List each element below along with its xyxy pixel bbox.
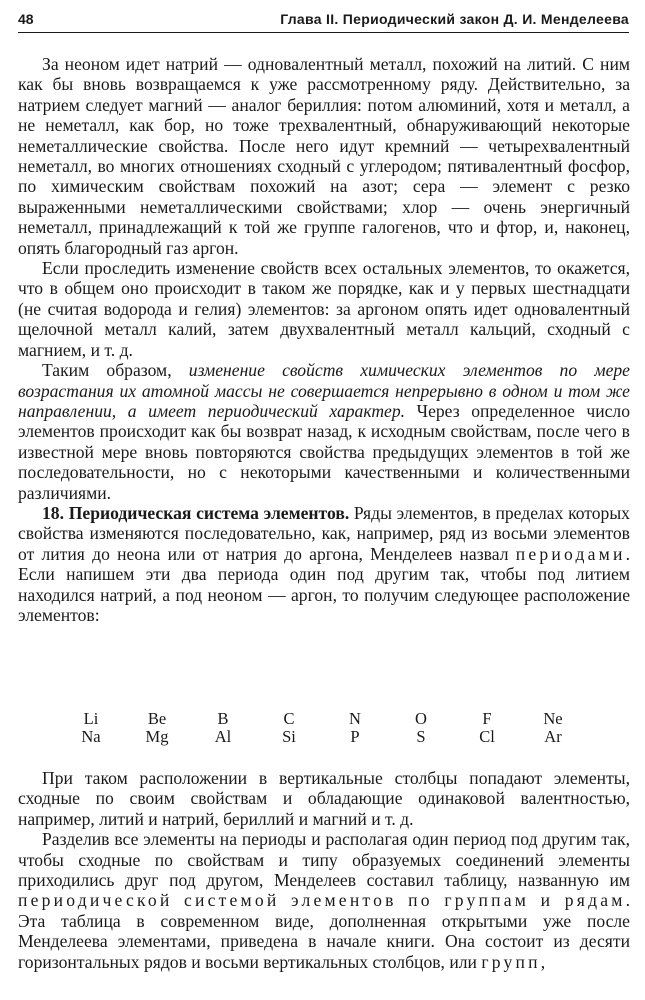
element-symbol: F [482, 709, 492, 728]
element-table [58, 710, 598, 746]
element-symbol: Be [147, 709, 167, 728]
paragraph-lead: Таким образом, [42, 360, 189, 381]
paragraph-vertical-columns: При таком расположении в вертикальные столбцы попадают элементы, сходные по своим свойствам и обладающие одинаковой валентностью, например, литий и натрий, бериллий и магний и т. д. [18, 768, 630, 829]
element-row-period-3 [58, 728, 598, 746]
body-text-upper [18, 54, 630, 625]
section-text-b: . Если напишем эти два периода один под другим так, чтобы под литием находился натрий, а под неоном — аргон, то получим следующее расположение элементов: [18, 543, 630, 625]
element-symbol: Ar [544, 727, 562, 746]
paragraph-continuation: Через определенное число элементов происходит как бы возврат назад, к исходным свойствам, после чего в известной мере вновь повторяются свойства предыдущих элементов в той же последовательности, но с некоторыми качественными и количественными различиями. [18, 400, 630, 503]
system-text-b: . Эта таблица в современном виде, дополненная открытыми уже после Менделеева элементами, приведена в начале книги. Она состоит из десяти горизонтальных рядов и восьми вертикальных столбцов, или [18, 890, 630, 972]
element-symbol: Na [81, 727, 101, 746]
paragraph-sodium: За неоном идет натрий — одновалентный металл, похожий на литий. С ним как бы вновь возвращаемся к уже рассмотренному ряду. Действительно, за натрием следует магний — аналог бериллия: потом алюминий, хотя и металл, а не неметалл, как бор, но тоже трехвалентный, обнаруживающий некоторые неметаллические свойства. После него идут кремний — четырехвалентный неметалл, во многих отношениях сходный с углеродом; пятивалентный фосфор, по химическим свойствам похожий на азот; сера — элемент с резко выраженными неметаллическими свойствами; хлор — очень энергичный неметалл, принадлежащий к той же группе галогенов, что и фтор, и, наконец, опять благородный газ аргон. [18, 54, 630, 258]
body-text-lower [18, 768, 630, 972]
term-periods: периодами [515, 543, 626, 564]
page-number: 48 [18, 11, 34, 27]
element-symbol: Ne [543, 709, 563, 728]
element-symbol: C [283, 709, 295, 728]
paragraph-periodic-system [18, 829, 630, 972]
paragraph-other-elements: Если проследить изменение свойств всех остальных элементов, то окажется, что в общем оно происходит в таком же порядке, как и у первых шестнадцати (не считая водорода и гелия) элементов: за аргоном опять идет одновалентный щелочной металл калий, затем двухвалентный металл кальций, сходный с магнием, и т. д. [18, 258, 630, 360]
paragraph-periodic-character [18, 360, 630, 503]
system-text-a: Разделив все элементы на периоды и располагая один период под другим так, чтобы сходные по свойствам и типу образуемых соединений элементы приходились друг под другом, Менделеев составил таблицу, названную им [18, 829, 630, 891]
periodic-law-italic: изменение свойств химических элементов по мере возрастания их атомной массы не совершается непрерывно в одном и том же направлении, а имеет периодический характер. [18, 360, 630, 421]
element-symbol: B [217, 709, 229, 728]
element-row-period-2 [58, 710, 598, 728]
element-symbol: O [415, 709, 427, 728]
page-header [18, 8, 629, 33]
element-symbol: N [349, 709, 361, 728]
element-symbol: Cl [479, 727, 495, 746]
term-periodic-system: периодической системой элементов по группам и рядам [18, 890, 626, 911]
element-symbol: S [416, 727, 426, 746]
element-symbol: Mg [145, 727, 169, 746]
section-number: 18. [42, 502, 64, 523]
running-title: Глава II. Периодический закон Д. И. Менделеева [280, 11, 629, 27]
element-symbol: Li [83, 709, 99, 728]
term-groups: групп, [481, 951, 549, 972]
element-symbol: Si [282, 727, 296, 746]
paragraph-section-18 [18, 503, 630, 625]
section-title: Периодическая система элементов. [68, 502, 350, 523]
element-symbol: P [350, 727, 360, 746]
element-symbol: Al [214, 727, 232, 746]
section-text-a: Ряды элементов, в пределах которых свойства изменяются последовательно, как, например, ряд из восьми элементов от лития до неона или от натрия до аргона, Менделеев назвал [18, 502, 630, 564]
